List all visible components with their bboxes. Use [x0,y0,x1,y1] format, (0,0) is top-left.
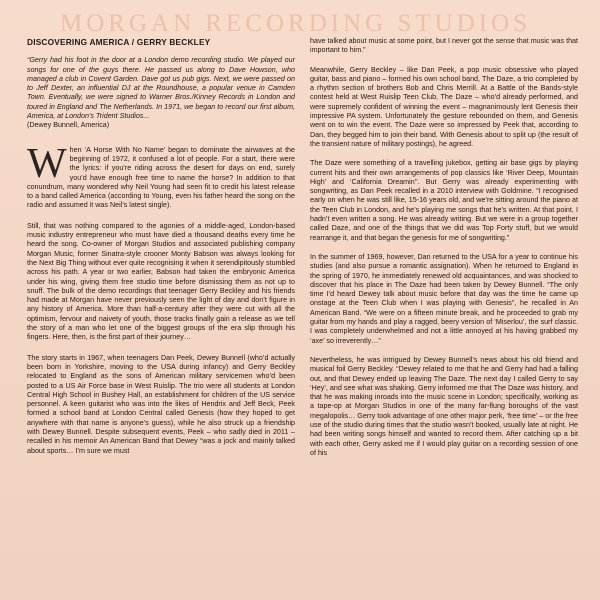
lead-paragraph [27,140,295,211]
right-paragraph-3: The Daze were something of a travelling jukebox, getting air base gigs by playing current hits and their own arrangements of pop classics like ‘River Deep, Mountain High’ and ‘California Dreamin’’. But Gerry was already experimenting with songwriting, as Dan Peek recalled in a 2010 interview with Goldmine. “I recognised early on when he was still like, 15-16 years old, and we’re sitting around the piano at the Teen Club in London, and he’s playing me songs that he’s written. At that point, I hadn’t even written a song. He was already writing. But we were in a group together called Daze, and one of the things that we did was Top Forty stuff, but we would rearrange it, and that began the genesis for me of songwriting.” [310,159,578,242]
left-column [27,33,295,467]
lead-paragraph-text: hen ‘A Horse With No Name’ began to dominate the airwaves at the beginning of 1972, it confused a lot of people. For a start, there were the lyrics: if you’re riding across the desert for days on end, surely you’d have enough free time to name the horse? In addition to that conundrum, many wondered why Neil Young had seen fit to credit his latest release to a band called America (according to Young, even his father heard the song on the radio and assumed it was Neil’s latest single). [27,145,295,210]
quote-attribution: (Dewey Bunnell, America) [27,121,110,130]
right-paragraph-1: have talked about music at some point, but I never got the sense that music was that important to him.” [310,37,578,55]
paragraph-2: Still, that was nothing compared to the agonies of a middle-aged, London-based music industry entrepreneur who must have died a thousand deaths every time he heard the song. Co-owner of Morgan Studios and associated publishing company Morgan Music, former Sinatra-style crooner Monty Babson was always looking for the Next Big Thing without ever quite recognising it when it serendipitously stumbled across his path. A year or two earlier, Babson had taken the embryonic America under his wing, giving them free studio time before dismissing them as not up to snuff. The bulk of the demo recordings that teenager Gerry Beckley and his friends had made at Morgan have never previously seen the light of day and don’t figure in any history of America. More than half-a-century after they were cut with all the optimism, fervour and naivety of youth, those tracks finally gain a release as we tell the story of a man who let one of the biggest groups of the era slip through his fingers. Here, then, is the first part of their journey… [27,221,295,342]
right-column [310,37,578,468]
right-paragraph-5: Nevertheless, he was intrigued by Dewey Bunnell’s news about his old friend and musical foil Gerry Beckley. “Dewey related to me that he and Gerry had had a falling out, and that Dewey ended up leaving The Daze. The next day I called Gerry to say ‘Hey’, and see what was shaking. Gerry informed me that The Daze was history, and that he was making inroads into the music scene in London; specifically, working as a tape-op at Morgan Studios in one of the many far-flung boroughs of the vast megalopolis… Gerry took advantage of one other major perk, ‘free time’ – or the free use of the studio during times that the studio wasn’t booked, usually late at night. He had been writing songs himself and wanted to record them. After catching up a bit with each other, Gerry asked me if I would play guitar on a recording session of one of his [310,355,578,457]
studio-watermark: MORGAN RECORDING STUDIOS [60,10,532,37]
paragraph-3: The story starts in 1967, when teenagers Dan Peek, Dewey Bunnell (who’d actually been born in Yorkshire, moving to the USA during infancy) and Gerry Beckley relocated to England as the sons of American military servicemen who’d been posted to a US Air Force base in West Ruislip. The trio were all students at London Central High School in Bushey Hall, an establishment for children of the US service personnel. A keen guitarist who was into the likes of Hendrix and Jeff Beck, Peek formed a school band at London Central called Genesis (how they hoped to get anywhere with that name is anyone’s guess), while he also struck up a friendship with Dewey Bunnell. Despite subsequent events, Peek – who sadly died in 2011 – recalled in his memoir An American Band that Dewey “was a jock and mainly talked about sports… I’m sure we must [27,353,295,455]
intro-quote: “Gerry had his foot in the door at a London demo recording studio. We played our songs for one of the guys there. He passed us along to Dave Howson, who managed a club in Covent Garden. Dave got us pub gigs. Next, we were passed on to Jeff Dexter, an influential DJ at the Roundhouse, a popular venue in Camden Town. Eventually, we were signed to Warner Bros./Kinney Records in London and toured in England and The Netherlands. In 1971, we began to record our first album, America, at London’s Trident Studios... [27,56,295,121]
article-heading: DISCOVERING AMERICA / GERRY BECKLEY [27,37,211,47]
drop-cap-letter: W [27,140,67,187]
right-paragraph-4: In the summer of 1969, however, Dan returned to the USA for a year to continue his studies (and also pursue a romantic assignation). When he returned to England in the spring of 1970, he immediately renewed old acquaintances, and was shocked to discover that his place in The Daze had been taken by Dewey Bunnell. “The only time I’d heard Dewey talk about music before that day was the time he came up onstage at the Teen Club when I was playing with Genesis”, he recalled in An American Band. “We were on a fifteen minute break, and he proceeded to grab my guitar from my hands and play a ragged, beery version of ‘Miserlou’, the surf classic. I was completely underwhelmed and not a little annoyed at his having grabbed my ‘axe’ so irreverently…” [310,252,578,345]
right-paragraph-2: Meanwhile, Gerry Beckley – like Dan Peek, a pop music obsessive who played guitar, bass and piano – formed his own school band, The Daze, a trio completed by a rhythm section of brothers Bob and Chris Merrill. At a Battle of the Bands-style contest held at West Ruislip Teen Club, The Daze – who’d already performed, and were supremely confident of winning the event – magnanimously lent Genesis their impressive PA system. Unfortunately the gesture rebounded on them, and Genesis went on to win the event. The Daze were so impressed by Peek that, according to Dan, they begged him to join their band. With Genesis about to split up (the result of the transient nature of military postings), he agreed. [310,65,578,148]
